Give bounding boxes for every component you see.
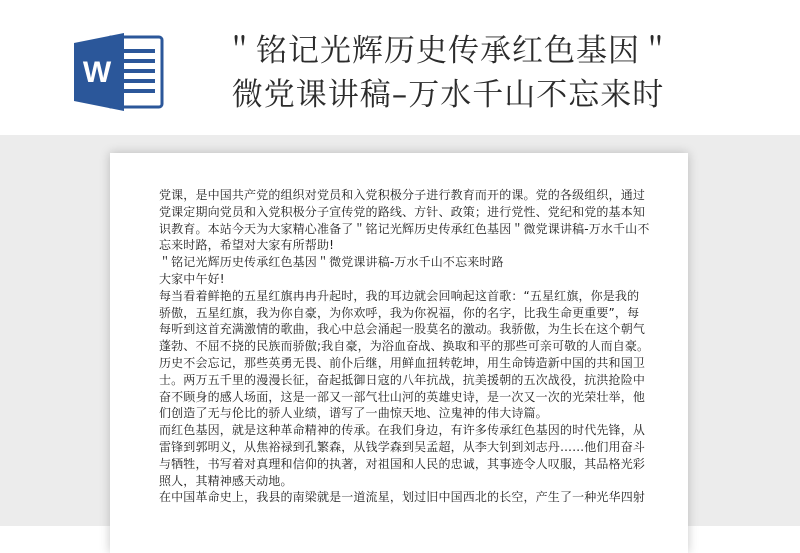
document-body: [159, 187, 651, 506]
word-icon-letter: W: [82, 56, 112, 89]
page-header: [0, 0, 800, 135]
body-paragraph: 历史不会忘记，那些英勇无畏、前仆后继，用鲜血扭转乾坤，用生命铸造新中国的共和国卫士。两万五千里的漫漫长征，奋起抵御日寇的八年抗战，抗美援朝的五次战役，抗洪抢险中奋不顾身的感人场面，这是一部又一部气壮山河的英雄史诗，是一次又一次的光荣壮举，他们创造了无与伦比的骄人业绩，谱写了一曲惊天地、泣鬼神的伟大诗篇。: [159, 355, 646, 421]
speech-title: ＂铭记光辉历史传承红色基因＂微党课讲稿-万水千山不忘来时路: [159, 255, 504, 270]
page-title: [188, 29, 708, 117]
title-line-1: ＂铭记光辉历史传承红色基因＂: [224, 33, 672, 69]
word-document-icon: [74, 33, 166, 111]
greeting: 大家中午好!: [159, 271, 225, 286]
body-paragraph: 在中国革命史上，我县的南梁就是一道流星，划过旧中国西北的长空，产生了一种光华四射: [159, 490, 646, 505]
title-line-2: 微党课讲稿–万水千山不忘来时: [231, 77, 665, 113]
body-paragraph: 而红色基因，就是这种革命精神的传承。在我们身边，有许多传承红色基因的时代先锋，从雷锋到郭明义，从焦裕禄到孔繁森，从钱学森到吴孟超，从李大钊到刘志丹……他们用奋斗与牺牲，书写着对真理和信仰的执著，对祖国和人民的忠诚，其事迹令人叹服，其品格光彩照人，其精神感天动地。: [159, 423, 646, 488]
intro-paragraph: 党课，是中国共产党的组织对党员和入党积极分子进行教育而开的课。党的各级组织，通过党课定期向党员和入党积极分子宣传党的路线、方针、政策；进行党性、党纪和党的基本知识教育。本站今天为大家精心准备了＂铭记光辉历史传承红色基因＂微党课讲稿-万水千山不忘来时路，希望对大家有所帮助!: [159, 188, 650, 253]
body-paragraph: 每当看着鲜艳的五星红旗冉冉升起时，我的耳边就会回响起这首歌：“五星红旗，你是我的骄傲，五星红旗，我为你自豪，为你欢呼，我为你祝福，你的名字，比我生命更重要”，每每听到这首充满激情的歌曲，我心中总会涌起一股莫名的激动。我骄傲，为生长在这个朝气蓬勃、不屈不挠的民族而骄傲;我自豪，为浴血奋战、换取和平的那些可亲可敬的人而自豪。: [159, 288, 650, 354]
